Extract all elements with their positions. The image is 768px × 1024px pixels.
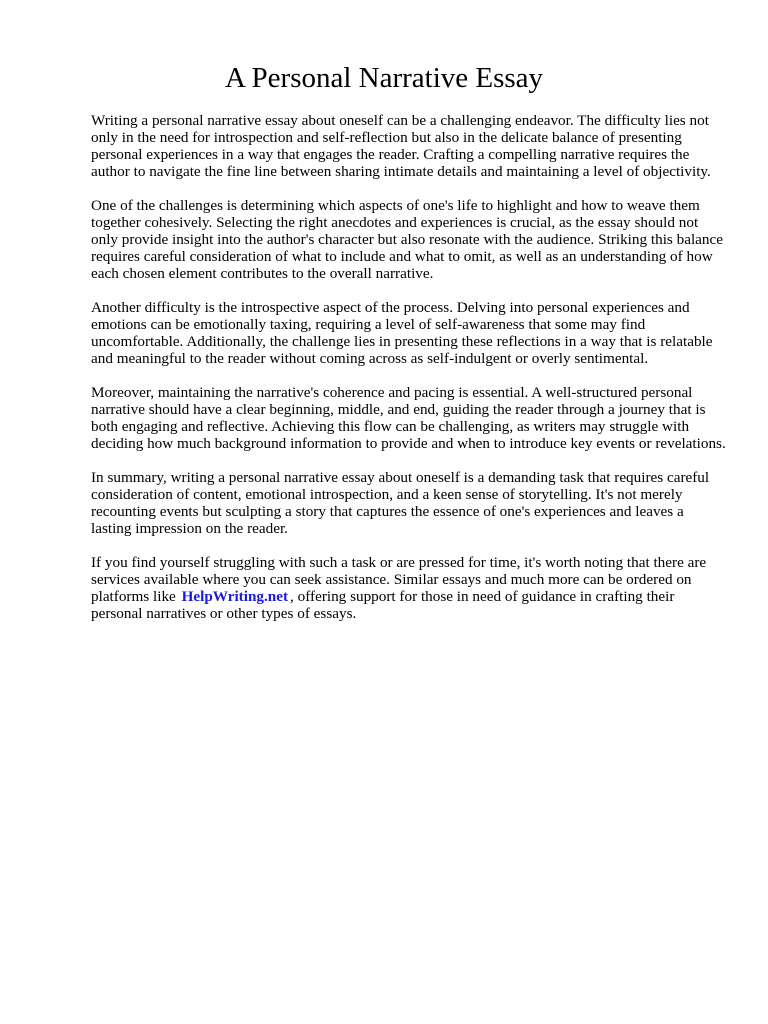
paragraph-6-after-link: , offering support for those in need of guidance in crafting their personal narratives or other types of essays. (91, 588, 675, 622)
paragraph-4: Moreover, maintaining the narrative's coherence and pacing is essential. A well-structured personal narrative should have a clear beginning, middle, and end, guiding the reader through a journey that is both engaging and reflective. Achieving this flow can be challenging, as writers may struggle with deciding how much background information to provide and when to introduce key events or revelations. (91, 384, 726, 452)
paragraph-3: Another difficulty is the introspective aspect of the process. Delving into personal experiences and emotions can be emotionally taxing, requiring a level of self-awareness that some may find uncomfortable. Additionally, the challenge lies in presenting these reflections in a way that is relatable and meaningful to the reader without coming across as self-indulgent or overly sentimental. (91, 299, 713, 367)
page-title: A Personal Narrative Essay (224, 62, 544, 94)
helpwriting-link[interactable]: HelpWriting.net (181, 588, 289, 605)
essay-body (91, 112, 727, 639)
paragraph-1: Writing a personal narrative essay about oneself can be a challenging endeavor. The difficulty lies not only in the need for introspection and self-reflection but also in the delicate balance of presenting personal experiences in a way that engages the reader. Crafting a compelling narrative requires the author to navigate the fine line between sharing intimate details and maintaining a level of objectivity. (91, 112, 711, 180)
paragraph-2: One of the challenges is determining which aspects of one's life to highlight and how to weave them together cohesively. Selecting the right anecdotes and experiences is crucial, as the essay should not only provide insight into the author's character but also resonate with the audience. Striking this balance requires careful consideration of what to include and what to omit, as well as an understanding of how each chosen element contributes to the overall narrative. (91, 197, 724, 282)
paragraph-6-before-link: If you find yourself struggling with such a task or are pressed for time, it's worth noting that there are services available where you can seek assistance. Similar essays and much more can be ordered on platforms like (91, 554, 707, 605)
paragraph-5: In summary, writing a personal narrative essay about oneself is a demanding task that requires careful consideration of content, emotional introspection, and a keen sense of storytelling. It's not merely recounting events but sculpting a story that captures the essence of one's experiences and leaves a lasting impression on the reader. (91, 469, 710, 537)
paragraph-6 (91, 554, 727, 622)
